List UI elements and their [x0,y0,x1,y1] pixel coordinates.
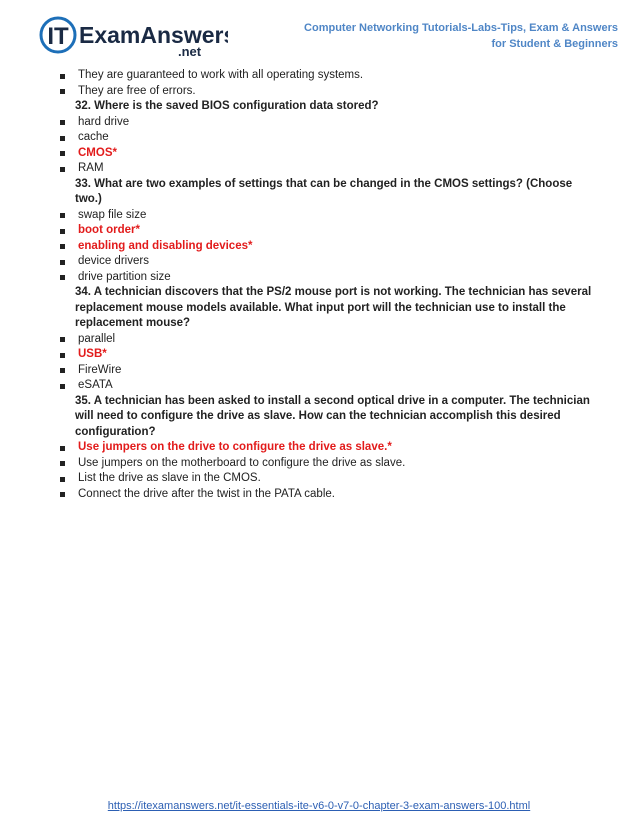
logo-tld: .net [178,44,202,58]
question-text: 32. Where is the saved BIOS configuration data stored? [75,100,379,112]
footer-url-link[interactable]: https://itexamanswers.net/it-essentials-ite-v6-0-v7-0-chapter-3-exam-answers-100.html [107,800,531,812]
bullet-icon [60,368,65,373]
answer-option-text: parallel [78,332,116,345]
answer-option [58,332,598,348]
bullet-icon [60,492,65,497]
answer-option-text: CMOS* [78,146,117,159]
answer-option-text: eSATA [78,379,113,391]
bullet-icon [60,260,65,265]
answer-option [58,115,598,131]
answer-option-text: RAM [78,162,104,174]
answer-option-text: enabling and disabling devices* [78,239,253,252]
answer-option-text: drive partition size [78,270,171,283]
bullet-icon [60,213,65,218]
answer-option-text: They are free of errors. [78,84,196,97]
answer-option [58,161,598,177]
answer-option [58,130,598,146]
bullet-icon [60,136,65,141]
answer-option [58,363,598,379]
bullet-icon [60,167,65,172]
answer-option-text: Use jumpers on the motherboard to configure the drive as slave. [78,456,406,469]
answer-option [58,378,598,394]
exam-content [58,68,598,502]
tagline-line-2: for Student & Beginners [491,38,618,50]
bullet-icon [60,275,65,280]
logo-name: ExamAnswers [79,22,228,48]
question-text: 35. A technician has been asked to install a second optical drive in a computer. The technician will need to configure the drive as slave. How can the technician accomplish this desired configuration? [75,394,590,438]
logo-it: IT [47,23,69,50]
bullet-icon [60,353,65,358]
answer-option-correct [58,223,598,239]
answer-option [58,84,598,100]
answer-option-text: USB* [78,348,107,360]
answer-option-text: cache [78,131,109,143]
answer-option-text: Use jumpers on the drive to configure the drive as slave.* [78,441,392,453]
answer-option-text: They are guaranteed to work with all operating systems. [78,69,364,81]
answer-option [58,471,598,487]
question-text: 34. A technician discovers that the PS/2 mouse port is not working. The technician has several replacement mouse models available. What input port will the technician use to install the replacement mouse? [75,286,592,329]
answer-option-correct [58,440,598,456]
answer-option-correct [58,146,598,162]
bullet-icon [60,74,65,79]
tagline-line-1: Computer Networking Tutorials-Labs-Tips, Exam & Answers [304,22,618,34]
site-logo[interactable] [38,14,228,58]
answer-option [58,270,598,286]
answer-option [58,208,598,224]
bullet-icon [60,244,65,249]
bullet-icon [60,337,65,342]
answer-option-text: device drivers [78,255,149,267]
bullet-icon [60,120,65,125]
bullet-icon [60,151,65,156]
answer-option-text: swap file size [78,208,147,221]
site-tagline [304,20,618,52]
answer-option-text: Connect the drive after the twist in the PATA cable. [78,487,335,500]
answer-option-text: boot order* [78,224,140,236]
bullet-icon [60,384,65,389]
answer-option [58,254,598,270]
bullet-icon [60,229,65,234]
answer-option-text: FireWire [78,363,122,376]
answer-option-text: List the drive as slave in the CMOS. [78,472,261,484]
answer-option [58,487,598,503]
bullet-icon [60,89,65,94]
question-text: 33. What are two examples of settings that can be changed in the CMOS settings? (Choose two.) [75,177,573,205]
bullet-icon [60,477,65,482]
answer-option-correct [58,239,598,255]
answer-option-correct [58,347,598,363]
answer-option [58,68,598,84]
bullet-icon [60,446,65,451]
bullet-icon [60,461,65,466]
answer-option [58,456,598,472]
answer-option-text: hard drive [78,115,130,128]
